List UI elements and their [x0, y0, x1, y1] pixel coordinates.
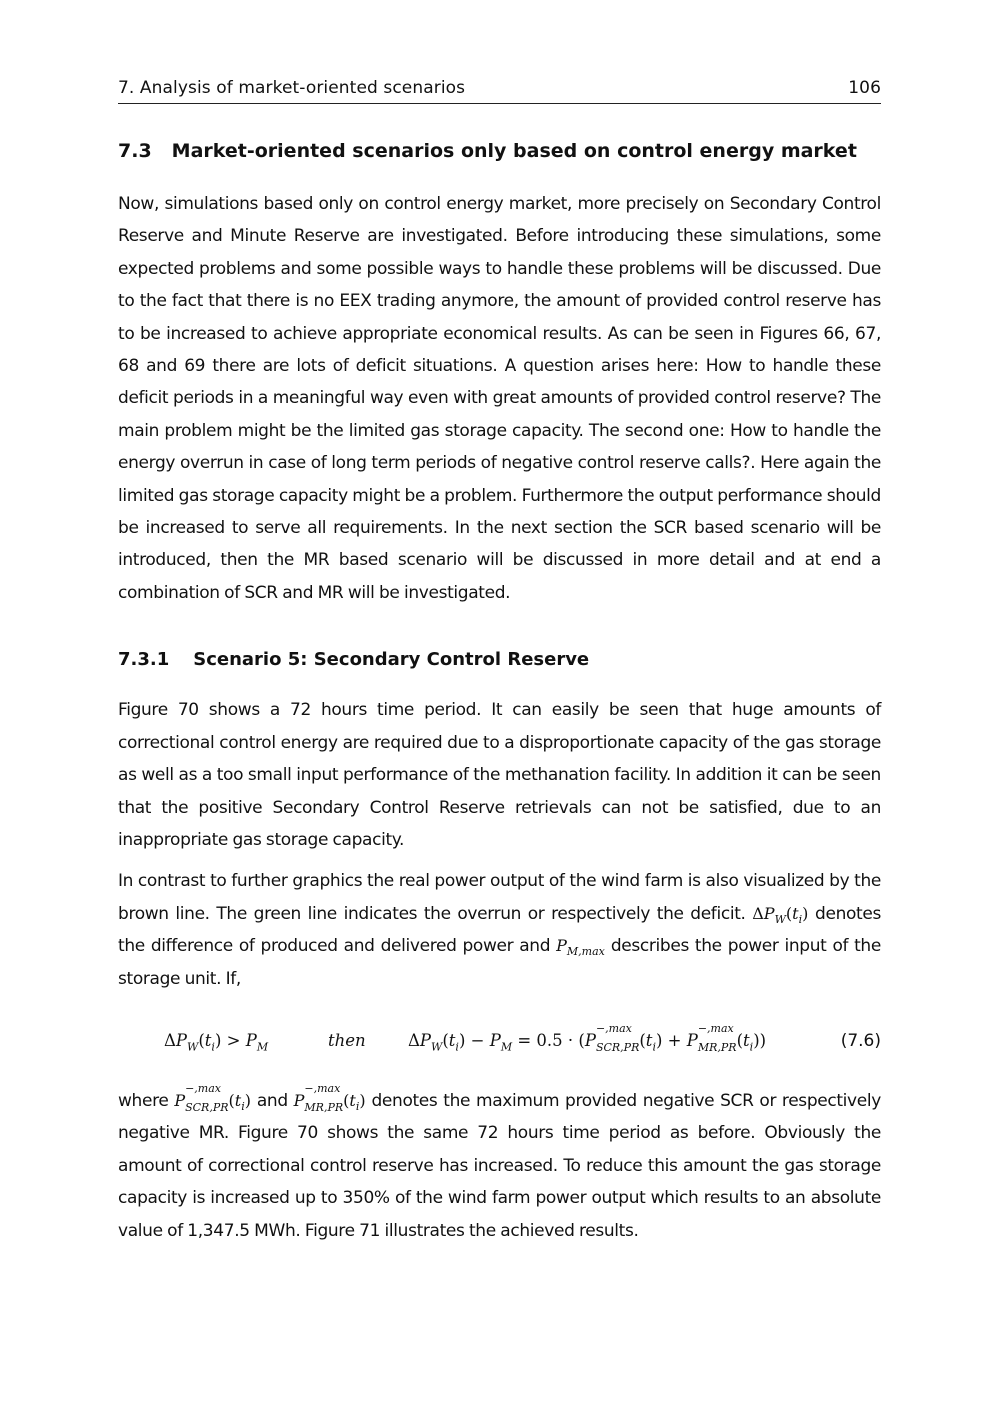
- paragraph-contrast-part1: In contrast to further graphics the real power output of the wind farm is also visualized by the brown line. The green line indicates the overrun or respectively the deficit.: [118, 871, 881, 924]
- chapter-title: 7. Analysis of market-oriented scenarios: [118, 78, 466, 98]
- equation-expression: $\Delta P_W(t_i) - P_M = 0.5 \cdot (P$ −,max $SCR,PR(t_i) + P$ −,max $MR,PR(t_i)$): [408, 1021, 767, 1054]
- paragraph-figure70: Figure 70 shows a 72 hours time period. It can easily be seen that huge amounts of correctional control energy are required due to a disproportionate capacity of the gas storage as well as a too small input performance of the methanation facility. In addition it can be seen that the positive Secondary Control Reserve retrievals can not be satisfied, due to an inappropriate gas storage capacity.: [118, 700, 881, 850]
- section-heading: [118, 140, 881, 162]
- paragraph-contrast-part2: denotes the difference of produced and delivered power and: [118, 903, 881, 957]
- math-p-mr-max: P −,max $MR,PR(t_i)$: [293, 1081, 366, 1114]
- equation-number: (7.6): [840, 1030, 881, 1051]
- page-number: 106: [848, 78, 881, 98]
- equation-then: then: [328, 1030, 366, 1050]
- math-p-scr-max: P −,max $SCR,PR(t_i)$: [174, 1081, 251, 1114]
- subsection-heading: [118, 649, 881, 670]
- paragraph-contrast-part3: describes the power input of the storage unit. If,: [118, 936, 881, 989]
- paragraph-where-lead: where: [118, 1090, 169, 1111]
- math-delta-pw: $\Delta P_W(t_i)$: [752, 903, 809, 926]
- paragraph-where-rest: denotes the maximum provided negative SCR or respectively negative MR. Figure 70 shows the same 72 hours time period as before. Obviously the amount of correctional control reserve has increased. To reduce this amount the gas storage capacity is increased up to 350% of the wind farm power output which results to an absolute value of 1,347.5 MWh. Figure 71 illustrates the achieved results.: [118, 1090, 881, 1241]
- section-title: Market-oriented scenarios only based on control energy market: [171, 140, 857, 162]
- paragraph-intro: Now, simulations based only on control energy market, more precisely on Secondary Control Reserve and Minute Reserve are investigated. Before introducing these simulations, some expected problems and some possible ways to handle these problems will be discussed. Due to the fact that there is no EEX trading anymore, the amount of provided control reserve has to be increased to achieve appropriate economical results. As can be seen in Figures 66, 67, 68 and 69 there are lots of deficit situations. A question arises here: How to handle these deficit periods in a meaningful way even with great amounts of provided control reserve? The main problem might be the limited gas storage capacity. The second one: How to handle the energy overrun in case of long term periods of negative control reserve calls?. Here again the limited gas storage capacity might be a problem. Furthermore the output performance should be increased to serve all requirements. In the next section the SCR based scenario will be introduced, then the MR based scenario will be discussed in more detail and at end a combination of SCR and MR will be investigated.: [118, 194, 881, 603]
- page: [118, 78, 881, 1247]
- math-pm-max: $P_{M,max}$: [556, 936, 605, 959]
- paragraph-where: [118, 1081, 881, 1247]
- subsection-title: Scenario 5: Secondary Control Reserve: [193, 649, 590, 671]
- subsection-number: 7.3.1: [118, 649, 170, 671]
- equation-7-6: [118, 1021, 881, 1059]
- equation-condition: $\Delta P_W(t_i) > P_M$: [164, 1030, 269, 1054]
- paragraph-where-and: and: [256, 1090, 288, 1111]
- paragraph-contrast: [118, 865, 881, 995]
- section-number: 7.3: [118, 140, 152, 162]
- running-header: [118, 78, 881, 104]
